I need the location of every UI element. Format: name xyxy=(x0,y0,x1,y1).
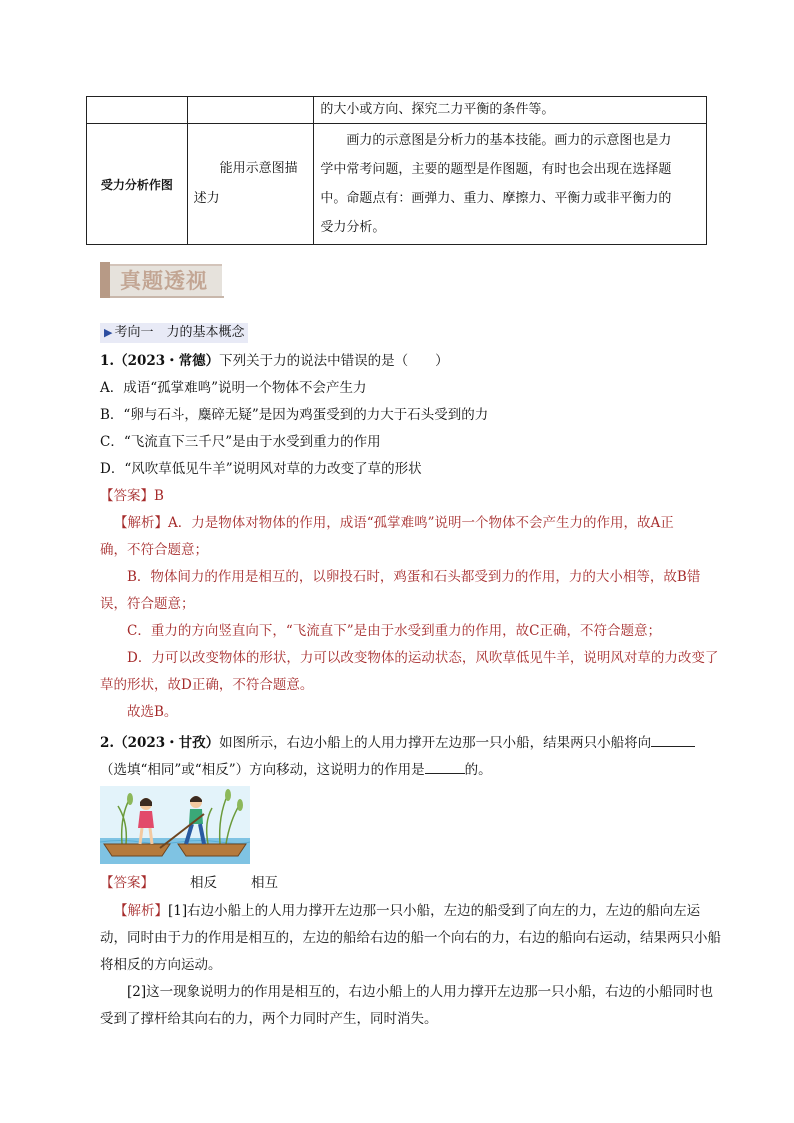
description-line: 画力的示意图是分析力的基本技能。画力的示意图也是力 xyxy=(346,133,672,148)
section-tag xyxy=(100,323,248,343)
analysis-2-line: [2]这一现象说明力的作用是相互的，右边小船上的人用力撑开左边那一只小船，右边的小船同时也 xyxy=(127,984,714,1000)
requirement-line: 能用示意图描 xyxy=(219,161,298,176)
analysis-2-line: 将相反的方向运动。 xyxy=(100,957,222,973)
answer-value: B xyxy=(154,488,164,504)
option-c: C．“飞流直下三千尺”是由于水受到重力的作用 xyxy=(100,434,381,450)
answer-value: 相互 xyxy=(251,875,278,891)
analysis-1-line: 草的形状，故D正确，不符合题意。 xyxy=(100,677,314,693)
table-cell xyxy=(187,97,314,124)
requirement-line: 述力 xyxy=(193,191,220,206)
answer-blank xyxy=(425,759,465,774)
analysis-2-line: 受到了撑杆给其向右的力，两个力同时产生，同时消失。 xyxy=(100,1011,438,1027)
description-line: 中。命题点有：画弹力、重力、摩擦力、平衡力或非平衡力的 xyxy=(320,191,672,206)
answer-1 xyxy=(100,486,164,506)
cell-text: 的大小或方向、探究二力平衡的条件等。 xyxy=(320,102,555,117)
analysis-2-line: 【解析】[1]右边小船上的人用力撑开左边那一只小船，左边的船受到了向左的力，左边的船向左运 xyxy=(114,903,701,919)
question-source: （2023・常德） xyxy=(114,353,220,369)
analysis-label: 【解析】 xyxy=(114,903,168,919)
table-cell-description xyxy=(314,124,707,245)
knowledge-table xyxy=(86,96,707,245)
conclusion-1: 故选B。 xyxy=(127,704,178,720)
table-row xyxy=(87,97,707,124)
table-row xyxy=(87,124,707,245)
analysis-1-line: C．重力的方向竖直向下，“飞流直下”是由于水受到重力的作用，故C正确，不符合题意； xyxy=(127,623,661,639)
analysis-label: 【解析】 xyxy=(114,515,168,531)
triangle-right-icon: ▶ xyxy=(104,326,113,339)
question-1-stem: 1.（2023・常德）下列关于力的说法中错误的是（ ） xyxy=(100,353,449,369)
section-tag-text: 考向一 力的基本概念 xyxy=(114,325,245,340)
section-header xyxy=(100,258,225,302)
description-line: 受力分析。 xyxy=(320,220,386,235)
section-header-title: 真题透视 xyxy=(120,269,208,293)
table-cell xyxy=(314,97,707,124)
table-cell-requirement xyxy=(187,124,314,245)
analysis-1-line: 【解析】A．力是物体对物体的作用，成语“孤掌难鸣”说明一个物体不会产生力的作用，故A正 xyxy=(114,515,674,531)
option-a: A．成语“孤掌难鸣”说明一个物体不会产生力 xyxy=(100,380,367,396)
answer-blank xyxy=(651,732,695,747)
answer-label: 【答案】 xyxy=(100,488,154,504)
question-source: （2023・甘孜） xyxy=(114,735,220,751)
answer-value: 相反 xyxy=(190,875,217,891)
option-d: D．“风吹草低见牛羊”说明风对草的力改变了草的形状 xyxy=(100,461,422,477)
option-b: B．“卵与石斗，麋碎无疑”是因为鸡蛋受到的力大于石头受到的力 xyxy=(100,407,489,423)
analysis-2-line: 动，同时由于力的作用是相互的，左边的船给右边的船一个向右的力，右边的船向右运动，结果两只小船 xyxy=(100,930,721,946)
table-cell xyxy=(87,97,188,124)
analysis-1-line: 确，不符合题意； xyxy=(100,542,208,558)
answer-2 xyxy=(100,873,278,893)
analysis-1-line: D．力可以改变物体的形状，力可以改变物体的运动状态，风吹草低见牛羊，说明风对草的力改变了 xyxy=(127,650,719,666)
description-line: 学中常考问题，主要的题型是作图题，有时也会出现在选择题 xyxy=(320,162,672,177)
question-2-stem: 2.（2023・甘孜）如图所示，右边小船上的人用力撑开左边那一只小船，结果两只小船将向 xyxy=(100,732,695,753)
boats-illustration xyxy=(100,786,250,864)
analysis-1-line: 误，符合题意； xyxy=(100,596,195,612)
topic-label: 受力分析作图 xyxy=(100,177,173,192)
analysis-1-line: B．物体间力的作用是相互的，以卵投石时，鸡蛋和石头都受到力的作用，力的大小相等，故B错 xyxy=(127,569,701,585)
answer-label: 【答案】 xyxy=(100,875,154,891)
question-2-stem-cont: （选填“相同”或“相反”）方向移动，这说明力的作用是 的。 xyxy=(100,759,492,780)
